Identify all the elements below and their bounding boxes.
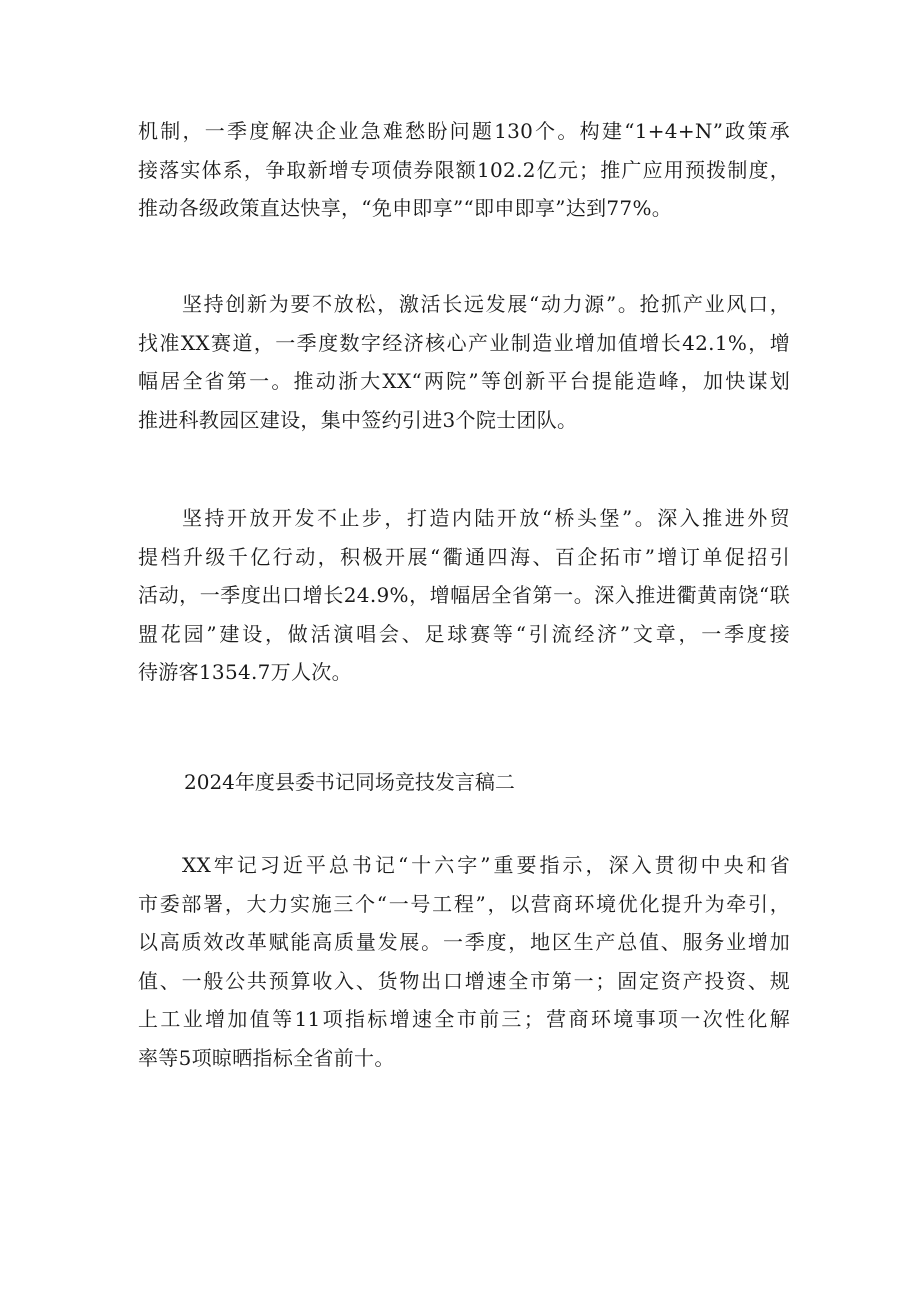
text-line: 接落实体系，争取新增专项债券限额102.2亿元；推广应用预拨制度， <box>138 157 790 182</box>
text-line: 推进科教园区建设，集中签约引进3个院士团队。 <box>138 407 578 432</box>
text-line: 值、一般公共预算收入、货物出口增速全市第一；固定资产投资、规 <box>138 968 790 993</box>
text-line: 上工业增加值等11项指标增速全市前三；营商环境事项一次性化解 <box>138 1007 790 1031</box>
paragraph-opening <box>138 499 790 692</box>
text-line: 找准XX赛道，一季度数字经济核心产业制造业增加值增长42.1%，增 <box>138 330 790 355</box>
text-line: 市委部署，大力实施三个“一号工程”，以营商环境优化提升为牵引， <box>138 891 790 916</box>
text-line: XX牢记习近平总书记“十六字”重要指示，深入贯彻中央和省 <box>182 853 790 877</box>
text-line: 坚持创新为要不放松，激活长远发展“动力源”。抢抓产业风口， <box>182 292 790 316</box>
text-line: 盟花园”建设，做活演唱会、足球赛等“引流经济”文章，一季度接 <box>138 621 790 646</box>
text-line: 机制，一季度解决企业急难愁盼问题130个。构建“1+4+N”政策承 <box>138 119 790 143</box>
text-line: 坚持开放开发不止步，打造内陆开放“桥头堡”。深入推进外贸 <box>182 506 790 530</box>
paragraph-policy <box>138 112 790 228</box>
text-line: 推动各级政策直达快享，“免申即享”“即申即享”达到77%。 <box>138 196 673 220</box>
section-heading: 2024年度县委书记同场竞技发言稿二 <box>184 770 515 794</box>
text-line: 以高质效改革赋能高质量发展。一季度，地区生产总值、服务业增加 <box>138 930 790 954</box>
text-line: 活动，一季度出口增长24.9%，增幅居全省第一。深入推进衢黄南饶“联 <box>138 583 790 607</box>
text-line: 待游客1354.7万人次。 <box>138 660 352 684</box>
text-line: 率等5项晾晒指标全省前十。 <box>138 1045 395 1070</box>
paragraph-innovation <box>138 285 790 439</box>
paragraph-summary <box>138 846 790 1077</box>
text-line: 提档升级千亿行动，积极开展“衢通四海、百企拓市”增订单促招引 <box>138 544 790 569</box>
text-line: 幅居全省第一。推动浙大XX“两院”等创新平台提能造峰，加快谋划 <box>138 369 790 393</box>
